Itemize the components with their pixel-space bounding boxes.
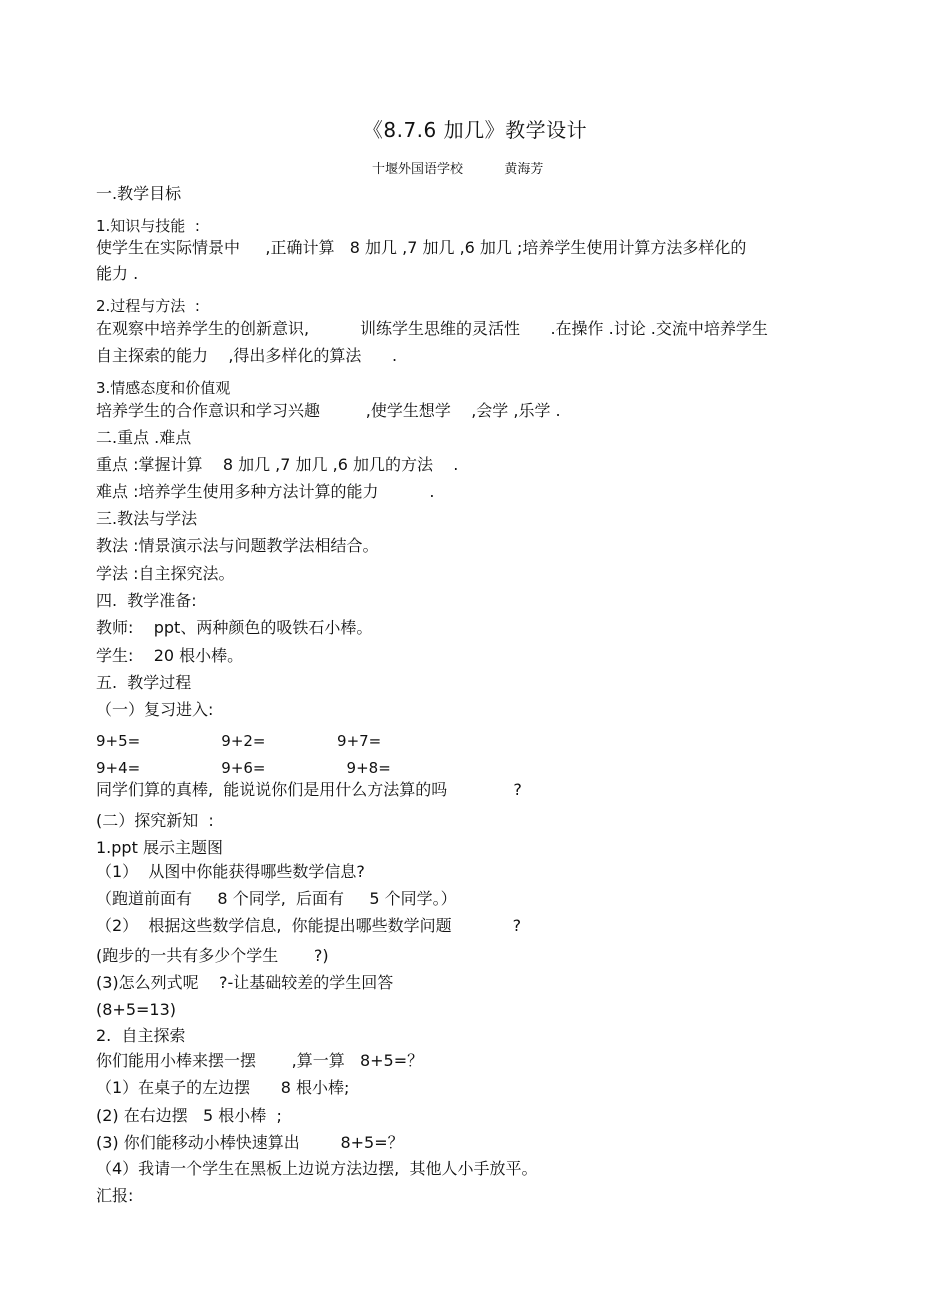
- text-line: 在观察中培养学生的创新意识, 训练学生思维的灵活性 .在操作 .讨论 .交流中培养学生: [96, 319, 768, 338]
- text-line: （一）复习进入:: [96, 700, 214, 719]
- text-line: （2） 根据这些数学信息, 你能提出哪些数学问题 ?: [96, 916, 522, 935]
- text-line: 教法 :情景演示法与问题教学法相结合。: [96, 536, 379, 555]
- text-line: （1） 从图中你能获得哪些数学信息?: [96, 862, 365, 881]
- text-line: (3) 你们能移动小棒快速算出 8+5=？: [96, 1133, 404, 1152]
- text-line: 9+5= 9+2= 9+7=: [96, 732, 382, 750]
- text-line: 9+4= 9+6= 9+8=: [96, 759, 391, 777]
- text-line: 2. 自主探索: [96, 1026, 186, 1045]
- text-line: 难点 :培养学生使用多种方法计算的能力 .: [96, 482, 435, 501]
- text-line: （4）我请一个学生在黑板上边说方法边摆, 其他人小手放平。: [96, 1159, 538, 1178]
- text-line: 同学们算的真棒, 能说说你们是用什么方法算的吗 ?: [96, 780, 522, 799]
- text-line: (跑步的一共有多少个学生 ?): [96, 946, 329, 965]
- document-title: 《8.7.6 加几》教学设计: [362, 118, 588, 142]
- section-heading: 一.教学目标: [96, 184, 182, 203]
- section-heading: 四. 教学准备:: [96, 591, 197, 610]
- text-line: 3.情感态度和价值观: [96, 379, 231, 397]
- text-line: 1.知识与技能 :: [96, 217, 200, 235]
- text-line: 1.ppt 展示主题图: [96, 838, 223, 857]
- section-heading: 二.重点 .难点: [96, 428, 192, 447]
- section-heading: 五. 教学过程: [96, 673, 192, 692]
- text-line: 教师: ppt、两种颜色的吸铁石小棒。: [96, 618, 373, 637]
- text-line: 能力 .: [96, 264, 139, 283]
- text-line: 学生: 20 根小棒。: [96, 646, 244, 665]
- text-line: （跑道前面有 8 个同学, 后面有 5 个同学。）: [96, 889, 457, 908]
- text-line: 培养学生的合作意识和学习兴趣 ,使学生想学 ,会学 ,乐学 .: [96, 401, 561, 420]
- text-line: (二）探究新知 :: [96, 811, 214, 830]
- text-line: 汇报:: [96, 1186, 134, 1205]
- text-line: 2.过程与方法 :: [96, 297, 200, 315]
- text-line: 学法 :自主探究法。: [96, 564, 235, 583]
- text-line: 自主探索的能力 ,得出多样化的算法 .: [96, 346, 398, 365]
- text-line: 使学生在实际情景中 ,正确计算 8 加几 ,7 加几 ,6 加几 ;培养学生使用计算方法多样化的: [96, 238, 747, 257]
- author-line: 十堰外国语学校 黄海芳: [372, 162, 544, 177]
- text-line: (8+5=13): [96, 1000, 177, 1019]
- text-line: (3)怎么列式呢 ?-让基础较差的学生回答: [96, 973, 394, 992]
- text-line: （1）在桌子的左边摆 8 根小棒;: [96, 1078, 350, 1097]
- text-line: (2) 在右边摆 5 根小棒 ;: [96, 1106, 282, 1125]
- section-heading: 三.教法与学法: [96, 509, 198, 528]
- text-line: 你们能用小棒来摆一摆 ,算一算 8+5=？: [96, 1051, 424, 1070]
- text-line: 重点 :掌握计算 8 加几 ,7 加几 ,6 加几的方法 .: [96, 455, 459, 474]
